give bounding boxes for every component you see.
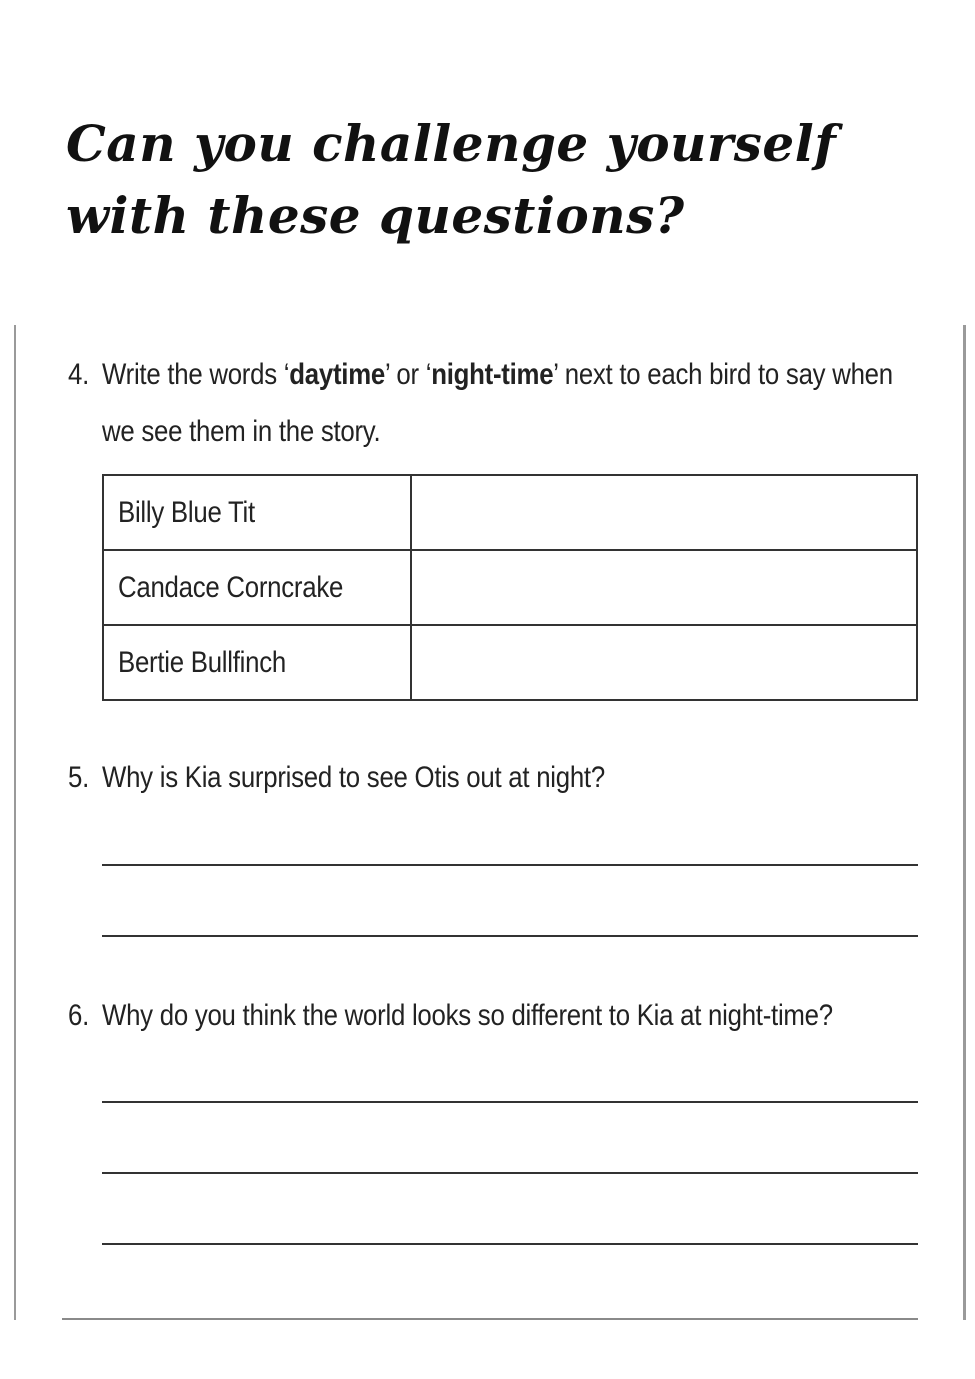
bird-table	[102, 474, 918, 701]
bird-name-cell	[103, 625, 411, 700]
question-4-night-time: night-time	[431, 358, 554, 391]
question-4-number: 4.	[68, 358, 90, 391]
page-heading	[66, 108, 946, 252]
question-4-text-line-1	[102, 358, 893, 392]
bird-name: Candace Corncrake	[118, 570, 344, 604]
frame-left-border	[14, 325, 16, 1320]
frame-right-border	[963, 325, 966, 1320]
bird-answer-cell[interactable]	[411, 625, 917, 700]
question-6-text: Why do you think the world looks so different to Kia at night-time?	[102, 999, 833, 1032]
question-4-suffix: ’ next to each bird to say when	[553, 358, 893, 391]
table-row	[103, 475, 917, 550]
bird-name: Bertie Bullfinch	[118, 645, 286, 679]
question-4-text-line-2: we see them in the story.	[102, 415, 381, 448]
question-6-number: 6.	[68, 999, 90, 1032]
question-6-answer-line-3[interactable]	[102, 1243, 918, 1245]
question-4-mid: ’ or ‘	[384, 358, 432, 391]
bird-answer-cell[interactable]	[411, 475, 917, 550]
question-5-answer-line-1[interactable]	[102, 864, 918, 866]
question-6-answer-line-1[interactable]	[102, 1101, 918, 1103]
question-5-number: 5.	[68, 761, 90, 794]
table-row	[103, 550, 917, 625]
question-6-answer-line-2[interactable]	[102, 1172, 918, 1174]
question-4-daytime: daytime	[289, 358, 385, 391]
heading-line-2: with these questions?	[66, 186, 685, 245]
bird-name-cell	[103, 550, 411, 625]
bird-answer-cell[interactable]	[411, 550, 917, 625]
table-row	[103, 625, 917, 700]
question-5-answer-line-2[interactable]	[102, 935, 918, 937]
heading-line-1: Can you challenge yourself	[66, 114, 837, 173]
question-4-prefix: Write the words ‘	[102, 358, 290, 391]
question-5-text: Why is Kia surprised to see Otis out at night?	[102, 761, 605, 794]
bird-name-cell	[103, 475, 411, 550]
frame-bottom-border	[62, 1318, 918, 1320]
bird-name: Billy Blue Tit	[118, 495, 255, 529]
